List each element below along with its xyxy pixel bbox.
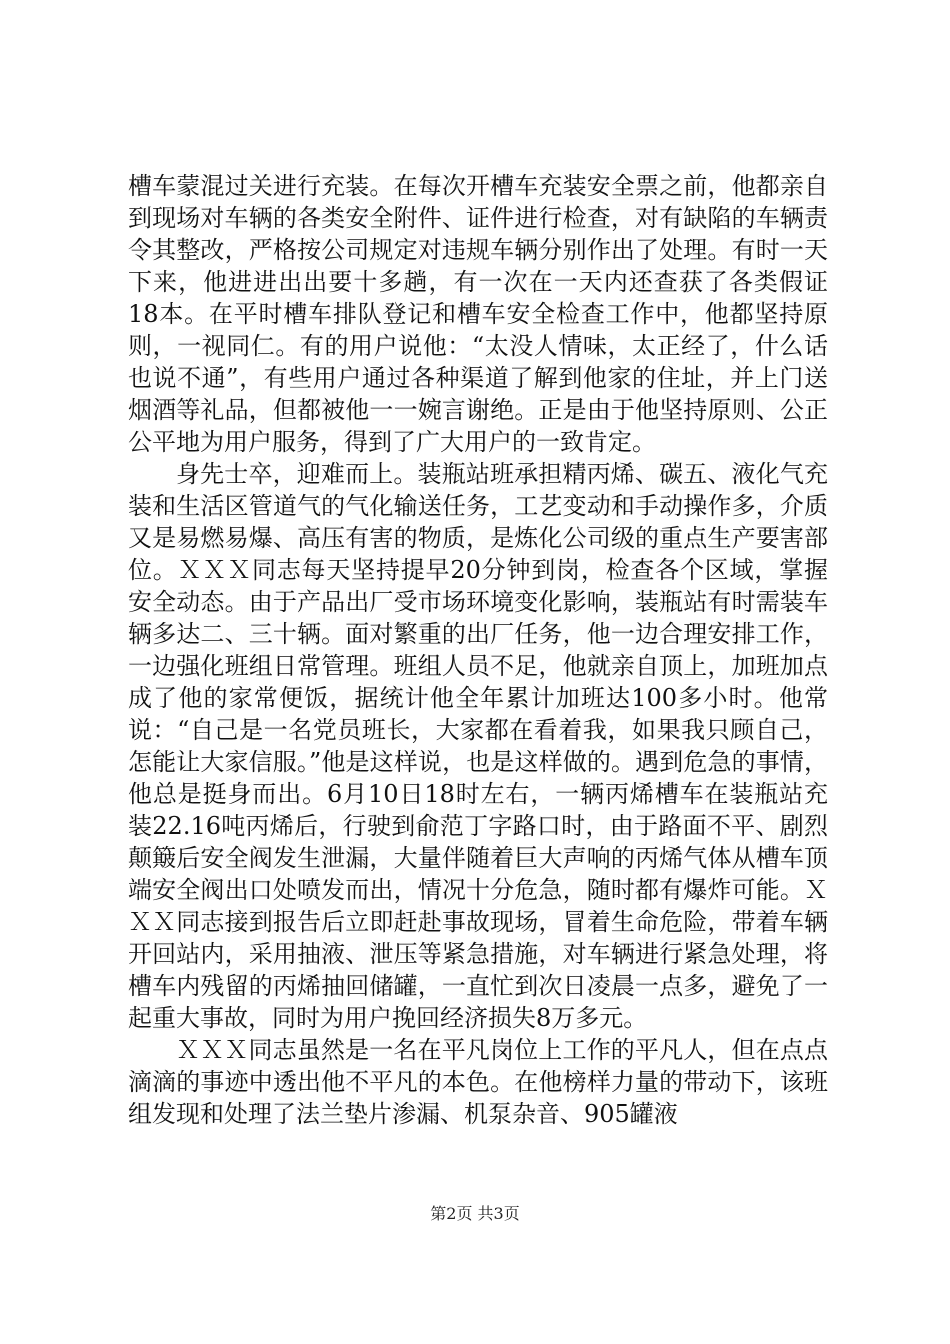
paragraph-role-model: ＸＸＸ同志虽然是一名在平凡岗位上工作的平凡人，但在点点滴滴的事迹中透出他不平凡的本色。在他榜样力量的带动下，该班组发现和处理了法兰垫片渗漏、机泵杂音、905罐液 — [128, 1036, 828, 1128]
page-number-footer: 第2页 共3页 — [430, 1204, 520, 1223]
paragraph-continued: 槽车蒙混过关进行充装。在每次开槽车充装安全票之前，他都亲自到现场对车辆的各类安全附件、证件进行检查，对有缺陷的车辆责令其整改，严格按公司规定对违规车辆分别作出了处理。有时一天下来，他进进出出要十多趟，有一次在一天内还查获了各类假证18本。在平时槽车排队登记和槽车安全检查工作中，他都坚持原则，一视同仁。有的用户说他：“太没人情味，太正经了，什么话也说不通”，有些用户通过各种渠道了解到他家的住址，并上门送烟酒等礼品，但都被他一一婉言谢绝。正是由于他坚持原则、公正公平地为用户服务，得到了广大用户的一致肯定。 — [128, 172, 828, 456]
paragraph-lead-by-example: 身先士卒，迎难而上。装瓶站班承担精丙烯、碳五、液化气充装和生活区管道气的气化输送任务，工艺变动和手动操作多，介质又是易燃易爆、高压有害的物质，是炼化公司级的重点生产要害部位。ＸＸＸ同志每天坚持提早20分钟到岗，检查各个区域，掌握安全动态。由于产品出厂受市场环境变化影响，装瓶站有时需装车辆多达二、三十辆。面对繁重的出厂任务，他一边合理安排工作，一边强化班组日常管理。班组人员不足，他就亲自顶上，加班加点成了他的家常便饭，据统计他全年累计加班达100多小时。他常说：“自己是一名党员班长，大家都在看着我，如果我只顾自己，怎能让大家信服。”他是这样说，也是这样做的。遇到危急的事情，他总是挺身而出。6月10日18时左右，一辆丙烯槽车在装瓶站充装22.16吨丙烯后，行驶到俞范丁字路口时，由于路面不平、剧烈颠簸后安全阀发生泄漏，大量伴随着巨大声响的丙烯气体从槽车顶端安全阀出口处喷发而出，情况十分危急，随时都有爆炸可能。ＸＸＸ同志接到报告后立即赶赴事故现场，冒着生命危险，带着车辆开回站内，采用抽液、泄压等紧急措施，对车辆进行紧急处理，将槽车内残留的丙烯抽回储罐，一直忙到次日凌晨一点多，避免了一起重大事故，同时为用户挽回经济损失8万多元。 — [128, 460, 828, 1032]
document-body — [128, 170, 828, 1130]
